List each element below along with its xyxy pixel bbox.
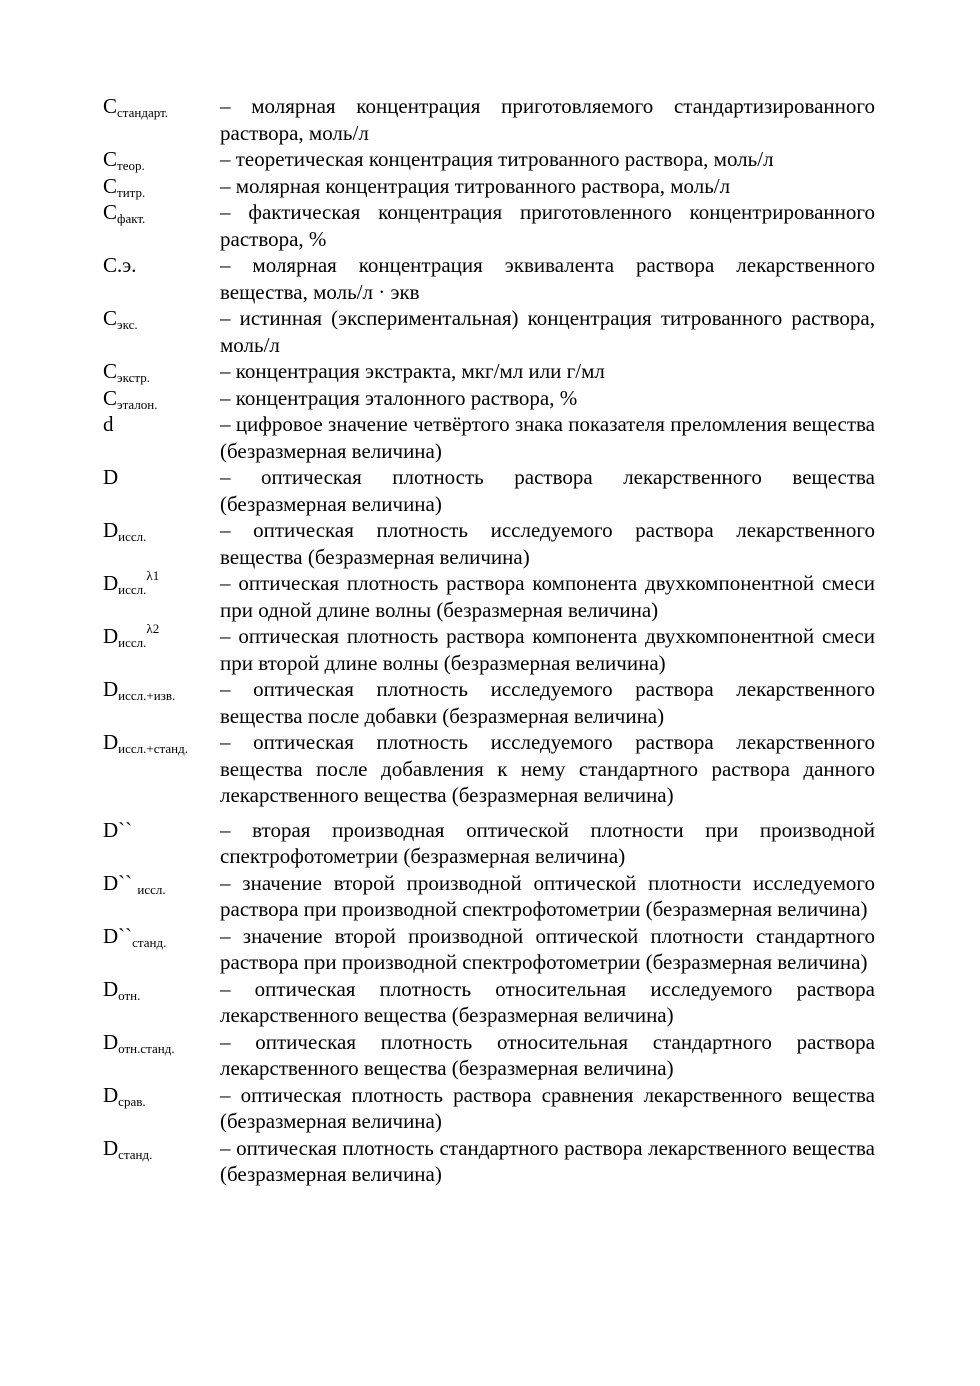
entry-definition: – значение второй производной оптической плотности исследуемого раствора при производной спектрофотометрии (безразмерная величина) [220,870,875,921]
entry-symbol: $D_{иссл.}^{\lambda 2}$ [103,621,160,650]
glossary-entry [103,623,875,676]
entry-symbol: $D_{срав.}$ [103,1082,146,1109]
entry-definition: – значение второй производной оптической плотности стандартного раствора при производной спектрофотометрии (безразмерная величина) [220,923,875,974]
entry-symbol: $C_{теор.}$ [103,147,145,173]
glossary-entry [103,464,875,517]
glossary-entry [103,252,875,305]
entry-definition: – оптическая плотность раствора лекарственного вещества (безразмерная величина) [220,465,875,516]
glossary-entry [103,358,875,385]
entry-definition: – оптическая плотность исследуемого раствора лекарственного вещества (безразмерная величина) [220,518,875,569]
entry-symbol: $D_{отн.}$ [103,976,141,1003]
glossary-entry [103,411,875,464]
entry-symbol: $C_{эталон.}$ [103,385,158,412]
entry-definition: – оптическая плотность исследуемого раствора лекарственного вещества после добавления к нему стандартного раствора данного лекарственного вещества (безразмерная величина) [220,730,875,807]
symbol-glossary [103,93,875,1188]
entry-symbol: D`` [103,817,133,842]
entry-symbol: $C_{факт.}$ [103,200,146,226]
entry-definition: – теоретическая концентрация титрованного раствора, моль/л [220,147,774,171]
entry-symbol: C.э. [103,253,137,277]
entry-definition: – оптическая плотность раствора компонента двухкомпонентной смеси при второй длине волны (безразмерная величина) [220,624,875,675]
entry-symbol: $C_{титр.}$ [103,173,146,200]
entry-definition: – истинная (экспериментальная) концентрация титрованного раствора, моль/л [220,306,875,357]
entry-symbol: D`` $_{иссл.}$ [103,870,166,897]
glossary-entry [103,923,875,976]
entry-symbol: $D_{иссл.}^{\lambda 1}$ [103,568,160,597]
entry-symbol: $D_{иссл.}$ [103,518,147,544]
glossary-entry [103,93,875,146]
entry-symbol: $D``_{станд.}$ [103,923,167,950]
entry-definition: – цифровое значение четвёртого знака показателя преломления вещества (безразмерная величина) [220,412,875,463]
glossary-entry [103,517,875,570]
entry-definition: – молярная концентрация титрованного раствора, моль/л [220,173,731,198]
entry-symbol: $D_{иссл.+станд.}$ [103,730,188,756]
entry-symbol: $C_{экстр.}$ [103,359,150,385]
glossary-entry [103,173,875,200]
entry-definition: – оптическая плотность относительная исследуемого раствора лекарственного вещества (безразмерная величина) [220,976,875,1027]
entry-definition: – оптическая плотность исследуемого раствора лекарственного вещества после добавки (безразмерная величина) [220,677,875,728]
entry-definition: – концентрация экстракта, мкг/мл или г/мл [220,359,605,383]
entry-definition: – концентрация эталонного раствора, % [220,385,578,410]
glossary-entry [103,199,875,252]
glossary-entry [103,570,875,623]
entry-definition: – оптическая плотность раствора сравнения лекарственного вещества (безразмерная величина) [220,1082,875,1133]
glossary-entry [103,817,875,870]
entry-symbol: $D_{отн.станд.}$ [103,1029,175,1056]
glossary-entry [103,870,875,923]
entry-definition: – молярная концентрация приготовляемого стандартизированного раствора, моль/л [220,94,875,145]
entry-symbol: D [103,465,119,489]
entry-definition: – оптическая плотность раствора компонента двухкомпонентной смеси при одной длине волны (безразмерная величина) [220,571,875,622]
glossary-entry [103,1082,875,1135]
entry-definition: – оптическая плотность относительная стандартного раствора лекарственного вещества (безразмерная величина) [220,1029,875,1080]
entry-symbol: d [103,412,114,436]
entry-definition: – вторая производная оптической плотности при производной спектрофотометрии (безразмерная величина) [220,817,875,868]
glossary-entry [103,385,875,412]
glossary-entry [103,1135,875,1188]
entry-symbol: $C_{стандарт.}$ [103,94,169,120]
entry-symbol: $C_{экс.}$ [103,306,138,332]
glossary-entry [103,976,875,1029]
glossary-entry [103,305,875,358]
glossary-entry [103,676,875,729]
glossary-entry [103,729,875,809]
entry-symbol: $D_{станд.}$ [103,1135,153,1162]
glossary-entry [103,146,875,173]
entry-symbol: $D_{иссл.+изв.}$ [103,677,176,703]
entry-definition: – фактическая концентрация приготовленного концентрированного раствора, % [220,200,875,251]
entry-definition: – оптическая плотность стандартного раствора лекарственного вещества (безразмерная величина) [220,1135,875,1186]
glossary-entry [103,1029,875,1082]
entry-definition: – молярная концентрация эквивалента раствора лекарственного вещества, моль/л · экв [220,253,875,304]
